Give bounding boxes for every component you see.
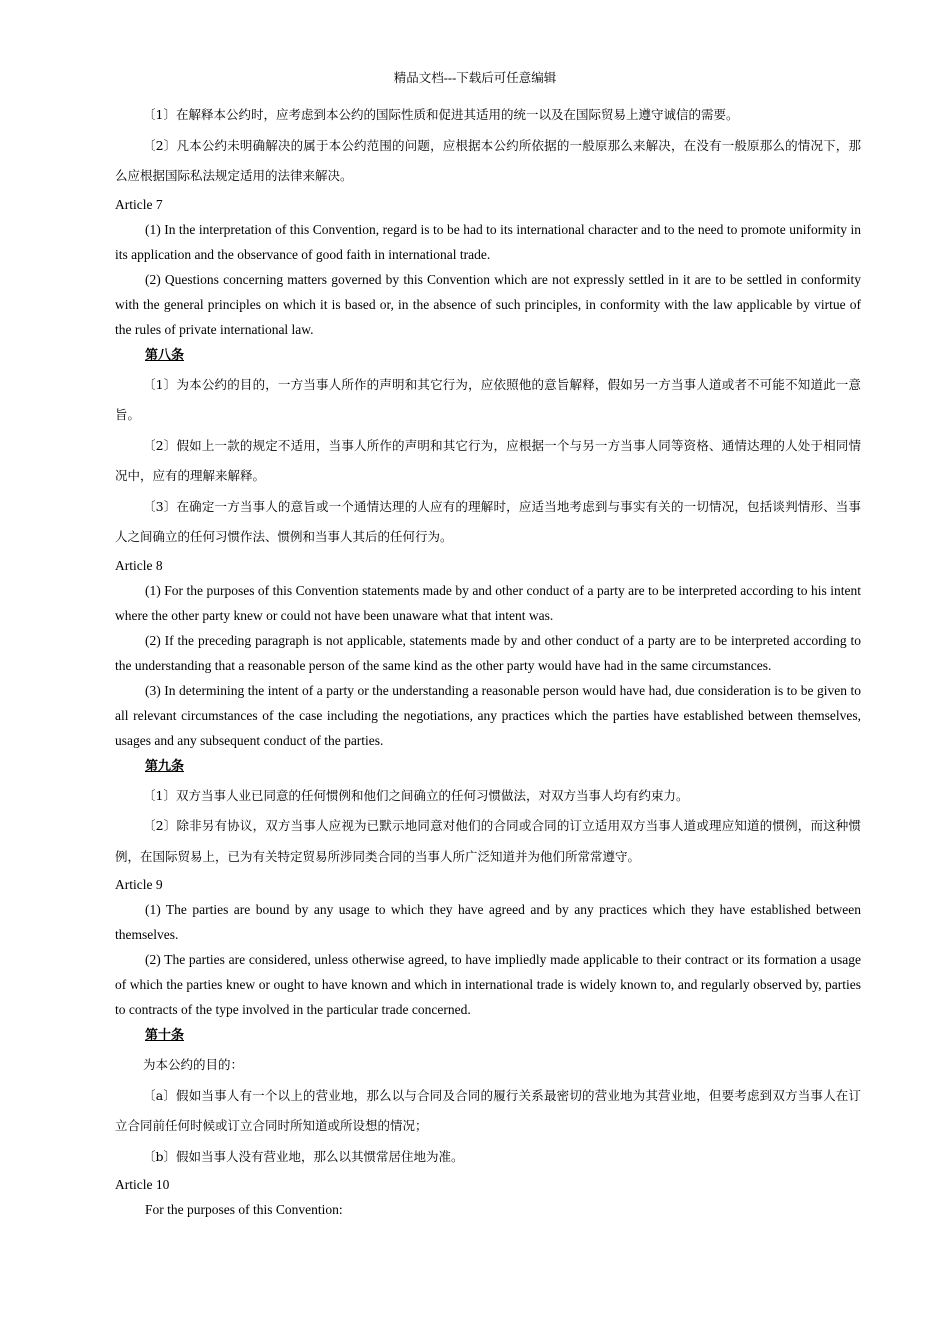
paragraph: 为本公约的目的：: [143, 1057, 244, 1072]
paragraph: (3) In determining the intent of a party or the understanding a reasonable person would have had, due consideration is to be given to all relevant circumstances of the case including the negotiations, any practices which the parties have established between themselves, usages and any subsequent conduct of the parties.: [115, 682, 861, 748]
paragraph: 〔3〕在确定一方当事人的意旨或一个通情达理的人应有的理解时，应适当地考虑到与事实有关的一切情况，包括谈判情形、当事人之间确立的任何习惯作法、惯例和当事人其后的任何行为。: [115, 498, 861, 544]
paragraph: 〔2〕假如上一款的规定不适用，当事人所作的声明和其它行为，应根据一个与另一方当事人同等资格、通情达理的人处于相同情况中，应有的理解来解释。: [115, 437, 861, 483]
page-header: 精品文档---下载后可任意编辑: [393, 71, 557, 85]
paragraph: (2) If the preceding paragraph is not applicable, statements made by and other conduct of a party are to be interpreted according to the understanding that a reasonable person of the same kind as the other party would have had in the same circumstances.: [115, 632, 861, 673]
section-heading: 第十条: [145, 1028, 185, 1043]
paragraph: (1) In the interpretation of this Convention, regard is to be had to its international character and to the need to promote uniformity in its application and the observance of good faith in international trade.: [115, 221, 861, 262]
paragraph: For the purposes of this Convention:: [145, 1202, 343, 1217]
paragraph: 〔1〕在解释本公约时，应考虑到本公约的国际性质和促进其适用的统一以及在国际贸易上遵守诚信的需要。: [143, 107, 739, 122]
document-body: [115, 100, 861, 1222]
paragraph: 〔a〕假如当事人有一个以上的营业地，那么以与合同及合同的履行关系最密切的营业地为其营业地，但要考虑到双方当事人在订立合同前任何时候或订立合同时所知道或所设想的情况；: [115, 1087, 861, 1133]
article-heading: Article 7: [115, 196, 163, 212]
section-heading: 第九条: [145, 758, 185, 774]
paragraph: 〔2〕凡本公约未明确解决的属于本公约范围的问题，应根据本公约所依据的一般原那么来解决，在没有一般原那么的情况下，那么应根据国际私法规定适用的法律来解决。: [115, 137, 861, 183]
paragraph: 〔1〕为本公约的目的，一方当事人所作的声明和其它行为，应依照他的意旨解释，假如另一方当事人道或者不可能不知道此一意旨。: [115, 376, 861, 422]
paragraph: 〔b〕假如当事人没有营业地，那么以其惯常居住地为准。: [143, 1148, 464, 1164]
paragraph: (2) The parties are considered, unless otherwise agreed, to have impliedly made applicable to their contract or its formation a usage of which the parties knew or ought to have known and which in international trade is widely known to, and regularly observed by, parties to contracts of the type involved in the particular trade concerned.: [115, 952, 861, 1017]
paragraph: 〔1〕双方当事人业已同意的任何惯例和他们之间确立的任何习惯做法，对双方当事人均有约束力。: [143, 787, 689, 803]
article-heading: Article 9: [115, 877, 163, 892]
article-heading: Article 8: [115, 557, 163, 573]
paragraph: (1) For the purposes of this Convention statements made by and other conduct of a party are to be interpreted according to his intent where the other party knew or could not have been unaware what that intent was.: [115, 582, 861, 623]
paragraph: 〔2〕除非另有协议，双方当事人应视为已默示地同意对他们的合同或合同的订立适用双方当事人道或理应知道的惯例，而这种惯例，在国际贸易上，已为有关特定贸易所涉同类合同的当事人所广泛知道并为他们所常常遵守。: [115, 818, 861, 864]
section-heading: 第八条: [145, 347, 185, 363]
paragraph: (1) The parties are bound by any usage to which they have agreed and by any practices which they have established between themselves.: [115, 902, 861, 942]
article-heading: Article 10: [115, 1177, 170, 1192]
paragraph: (2) Questions concerning matters governed by this Convention which are not expressly settled in it are to be settled in conformity with the general principles on which it is based or, in the absence of such principles, in conformity with the law applicable by virtue of the rules of private international law.: [115, 271, 861, 337]
